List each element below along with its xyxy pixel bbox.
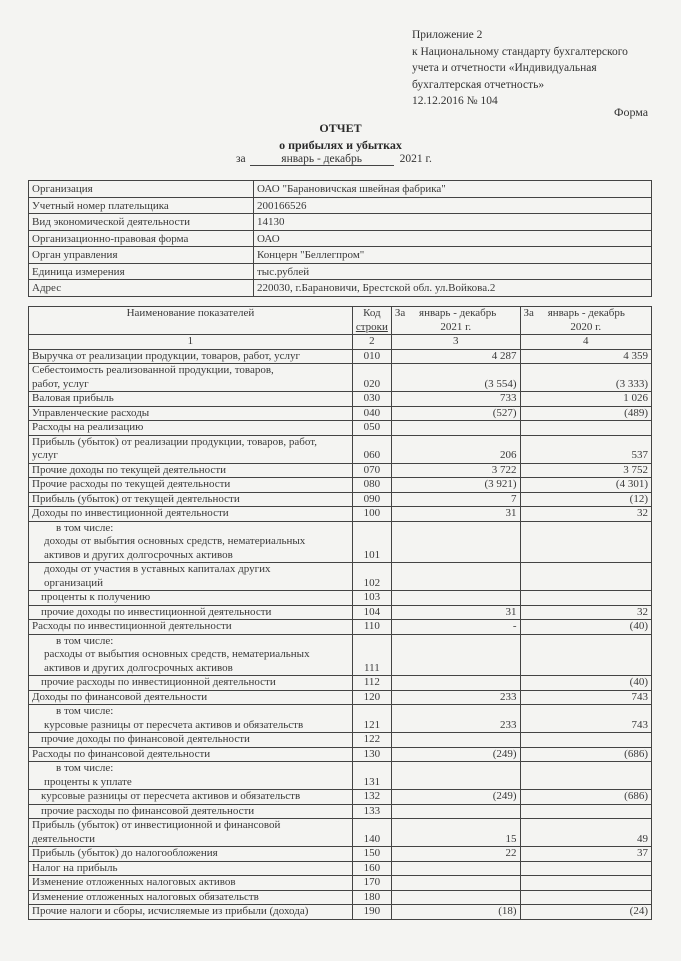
row-code: 150 [352,847,391,862]
appendix-line: к Национальному стандарту бухгалтерского [412,45,628,58]
info-row [29,247,652,264]
row-value-2021 [391,861,520,876]
info-value: Концерн "Беллегпром" [254,247,652,264]
row-value-2020: 32 [520,507,651,522]
row-value-2020: 49 [520,819,651,847]
header-col4-period: январь - декабрь [547,307,625,319]
row-value-2021: 233 [391,690,520,705]
row-code: 060 [352,435,391,463]
info-row [29,263,652,280]
row-name [29,563,353,591]
header-col3-year: 2021 г. [440,320,472,333]
row-value-2021 [391,563,520,591]
row-name [29,364,353,392]
row-value-2021 [391,890,520,905]
table-row [29,634,652,676]
info-row [29,197,652,214]
row-value-2021: - [391,620,520,635]
table-row [29,406,652,421]
table-row [29,747,652,762]
row-name: прочие расходы по инвестиционной деятельности [29,676,353,691]
row-code: 020 [352,364,391,392]
row-name: Расходы по финансовой деятельности [29,747,353,762]
table-row [29,705,652,733]
row-name: Изменение отложенных налоговых обязательств [29,890,353,905]
appendix-note [412,27,628,110]
row-name [29,705,353,733]
row-value-2020: 32 [520,605,651,620]
row-code: 100 [352,507,391,522]
including-label: в том числе: [56,634,114,647]
row-code: 050 [352,421,391,436]
header-code-line1: Код [363,307,381,319]
row-value-2021 [391,762,520,790]
info-row [29,181,652,198]
header-col4-za: За [523,307,534,319]
row-value-2020: (12) [520,492,651,507]
row-value-2021 [391,634,520,676]
report-title: ОТЧЕТ [319,121,362,135]
row-name: Доходы по финансовой деятельности [29,690,353,705]
row-name: Прочие налоги и сборы, исчисляемые из прибыли (дохода) [29,905,353,920]
row-code: 101 [352,521,391,563]
row-name-line1: проценты к уплате [44,775,132,788]
info-value: 14130 [254,214,652,231]
form-label: Форма [614,105,649,119]
row-value-2020: 4 359 [520,349,651,364]
row-value-2021 [391,676,520,691]
row-value-2021: 15 [391,819,520,847]
table-row [29,762,652,790]
row-name: Расходы на реализацию [29,421,353,436]
row-name: прочие расходы по финансовой деятельности [29,804,353,819]
row-code: 130 [352,747,391,762]
including-label: в том числе: [56,705,114,717]
row-code: 140 [352,819,391,847]
info-label: Организация [29,181,254,198]
row-value-2021 [391,521,520,563]
row-code: 070 [352,463,391,478]
row-value-2020: (40) [520,620,651,635]
info-value: 220030, г.Барановичи, Брестской обл. ул.Войкова.2 [254,280,652,297]
table-row [29,676,652,691]
appendix-line: учета и отчетности «Индивидуальная [412,62,597,74]
row-name-line2: работ, услуг [32,377,89,390]
row-value-2021 [391,804,520,819]
row-value-2021: 31 [391,605,520,620]
table-row [29,349,652,364]
table-row [29,620,652,635]
header-col3-period: январь - декабрь [419,307,497,319]
row-name: Доходы по инвестиционной деятельности [29,507,353,522]
table-row [29,521,652,563]
table-row [29,861,652,876]
report-period [236,153,432,166]
row-name: Прибыль (убыток) до налогообложения [29,847,353,862]
header-col3-za: За [394,307,406,319]
row-name [29,435,353,463]
row-value-2021: 7 [391,492,520,507]
organization-info-table [28,180,652,297]
profit-loss-table [28,306,652,920]
row-name: курсовые разницы от пересчета активов и обязательств [29,790,353,805]
row-code: 131 [352,762,391,790]
row-code: 133 [352,804,391,819]
row-name: прочие доходы по инвестиционной деятельности [29,605,353,620]
row-name-line1: доходы от выбытия основных средств, нематериальных [44,535,306,547]
row-value-2020: (489) [520,406,651,421]
row-code: 120 [352,690,391,705]
row-name-line1: курсовые разницы от пересчета активов и обязательств [44,718,304,731]
table-row [29,905,652,920]
including-label: в том числе: [56,762,114,774]
row-code: 090 [352,492,391,507]
column-numbers-row [29,335,652,350]
info-label: Единица измерения [29,263,254,280]
row-code: 170 [352,876,391,891]
row-name: Расходы по инвестиционной деятельности [29,620,353,635]
table-row [29,563,652,591]
row-value-2020 [520,876,651,891]
row-value-2020 [520,421,651,436]
header-col4 [520,307,651,335]
row-value-2020: 537 [520,435,651,463]
row-name [29,819,353,847]
info-value: 200166526 [254,197,652,214]
report-subtitle: о прибылях и убытках [279,138,402,152]
row-code: 010 [352,349,391,364]
row-value-2021 [391,591,520,606]
row-name-line1: расходы от выбытия основных средств, нематериальных [44,648,310,660]
row-value-2021: (249) [391,790,520,805]
row-name: Прочие доходы по текущей деятельности [29,463,353,478]
row-name [29,762,353,790]
col-number: 2 [352,335,391,350]
row-value-2021: 233 [391,705,520,733]
row-code: 102 [352,563,391,591]
row-code: 160 [352,861,391,876]
row-value-2021: (527) [391,406,520,421]
table-row [29,876,652,891]
row-name-line2: активов и других долгосрочных активов [44,548,233,561]
row-value-2021: 22 [391,847,520,862]
row-value-2020 [520,762,651,790]
row-code: 110 [352,620,391,635]
row-name-line2: деятельности [32,832,95,845]
row-code: 121 [352,705,391,733]
row-name-line1: Прибыль (убыток) от инвестиционной и финансовой [32,819,281,831]
row-name: Выручка от реализации продукции, товаров, работ, услуг [29,349,353,364]
table-row [29,790,652,805]
row-value-2020: (3 333) [520,364,651,392]
row-name-line1: Себестоимость реализованной продукции, товаров, [32,364,274,376]
row-code: 111 [352,634,391,676]
row-name: Изменение отложенных налоговых активов [29,876,353,891]
period-year: 2021 г. [399,153,432,165]
row-code: 104 [352,605,391,620]
row-value-2020 [520,521,651,563]
row-value-2020: (24) [520,905,651,920]
row-name-line2: активов и других долгосрочных активов [44,661,233,674]
period-value: январь - декабрь [250,153,394,166]
table-row [29,507,652,522]
row-value-2020: 743 [520,690,651,705]
row-name [29,521,353,563]
table-row [29,890,652,905]
row-value-2020: (40) [520,676,651,691]
row-value-2020 [520,890,651,905]
row-value-2020 [520,733,651,748]
appendix-line: 12.12.2016 № 104 [412,95,498,107]
row-code: 103 [352,591,391,606]
row-value-2021: 3 722 [391,463,520,478]
row-value-2020 [520,634,651,676]
row-code: 132 [352,790,391,805]
table-row [29,421,652,436]
row-name: прочие доходы по финансовой деятельности [29,733,353,748]
info-row [29,214,652,231]
row-value-2021: 206 [391,435,520,463]
header-code [352,307,391,335]
row-name [29,634,353,676]
row-value-2021: 733 [391,392,520,407]
table-row [29,847,652,862]
header-col3 [391,307,520,335]
row-value-2021 [391,421,520,436]
row-name-line1: Прибыль (убыток) от реализации продукции, товаров, работ, [32,435,317,448]
row-value-2021: (18) [391,905,520,920]
row-code: 040 [352,406,391,421]
col-number: 3 [391,335,520,350]
info-label: Вид экономической деятельности [29,214,254,231]
row-code: 030 [352,392,391,407]
row-name-line2: организаций [44,576,104,589]
row-value-2020: (686) [520,790,651,805]
row-code: 112 [352,676,391,691]
row-value-2021: 4 287 [391,349,520,364]
info-value: тыс.рублей [254,263,652,280]
period-prefix: за [236,153,246,165]
row-value-2020: 743 [520,705,651,733]
row-value-2020 [520,591,651,606]
row-code: 180 [352,890,391,905]
table-row [29,463,652,478]
table-row [29,435,652,463]
table-header-row [29,307,652,335]
table-row [29,733,652,748]
row-value-2020 [520,804,651,819]
appendix-line: бухгалтерская отчетность» [412,78,545,91]
row-value-2021: (3 921) [391,478,520,493]
info-row [29,280,652,297]
including-label: в том числе: [56,521,114,534]
row-value-2020 [520,563,651,591]
appendix-line: Приложение 2 [412,29,483,41]
row-value-2021 [391,876,520,891]
row-name: Управленческие расходы [29,406,353,421]
table-row [29,605,652,620]
col-number: 1 [29,335,353,350]
table-row [29,364,652,392]
row-name: Валовая прибыль [29,392,353,407]
info-row [29,230,652,247]
row-value-2020: 1 026 [520,392,651,407]
header-col4-year: 2020 г. [570,320,602,333]
table-row [29,690,652,705]
table-row [29,492,652,507]
row-value-2021: (249) [391,747,520,762]
row-name-line1: доходы от участия в уставных капиталах других [44,563,271,575]
row-value-2020 [520,861,651,876]
info-value: ОАО "Барановичская швейная фабрика" [254,181,652,198]
row-name: Налог на прибыль [29,861,353,876]
info-label: Орган управления [29,247,254,264]
row-value-2020: 3 752 [520,463,651,478]
info-label: Адрес [29,280,254,297]
row-value-2021: 31 [391,507,520,522]
header-code-line2: строки [355,320,388,333]
row-code: 080 [352,478,391,493]
col-number: 4 [520,335,651,350]
row-value-2020: (4 301) [520,478,651,493]
table-row [29,804,652,819]
row-name: проценты к получению [29,591,353,606]
row-code: 122 [352,733,391,748]
row-code: 190 [352,905,391,920]
table-row [29,819,652,847]
header-name: Наименование показателей [29,307,353,335]
table-row [29,591,652,606]
row-name-line2: услуг [32,449,58,461]
info-value: ОАО [254,230,652,247]
row-value-2020: 37 [520,847,651,862]
info-label: Организационно-правовая форма [29,230,254,247]
row-value-2021: (3 554) [391,364,520,392]
row-value-2020: (686) [520,747,651,762]
row-name: Прочие расходы по текущей деятельности [29,478,353,493]
info-label: Учетный номер плательщика [29,197,254,214]
row-value-2021 [391,733,520,748]
table-row [29,392,652,407]
row-name: Прибыль (убыток) от текущей деятельности [29,492,353,507]
table-row [29,478,652,493]
